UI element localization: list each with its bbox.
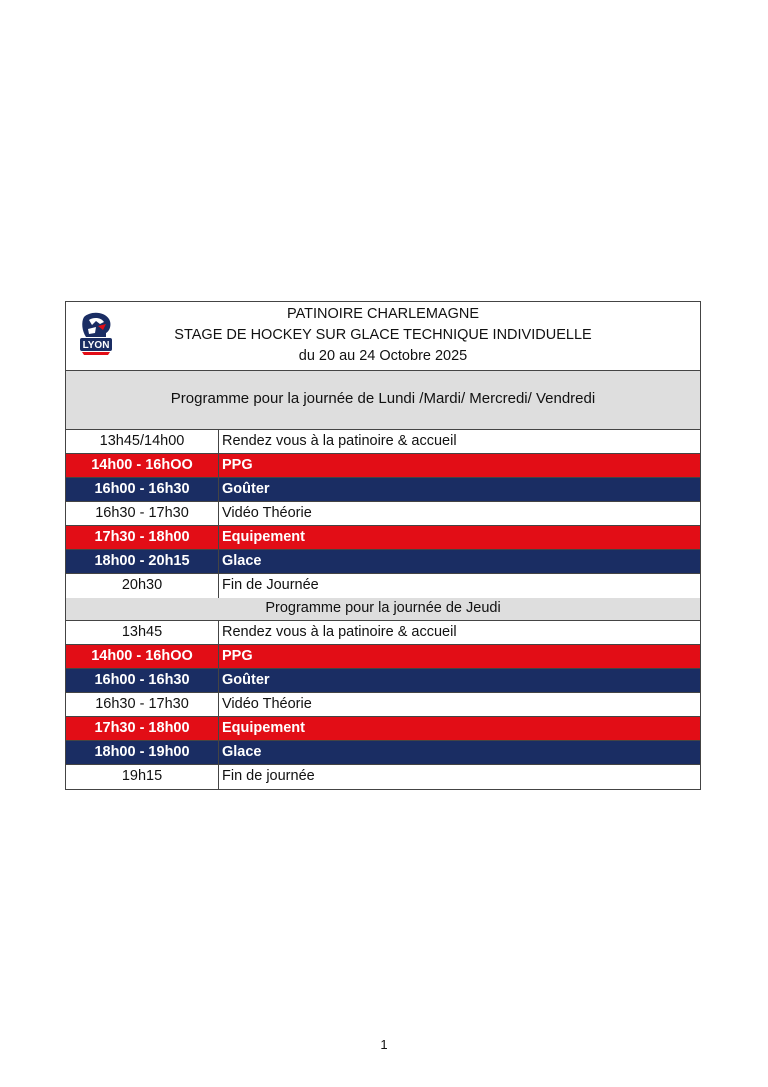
schedule-row	[66, 741, 700, 765]
schedule-activity: Glace	[222, 553, 262, 569]
schedule-time: 16h30 - 17h30	[66, 693, 219, 716]
schedule-activity: Equipement	[222, 529, 305, 545]
schedule-row	[66, 478, 700, 502]
schedule-activity: Rendez vous à la patinoire & accueil	[222, 624, 457, 640]
section-title-thursday: Programme pour la journée de Jeudi	[66, 598, 700, 621]
schedule-row	[66, 550, 700, 574]
schedule-row	[66, 693, 700, 717]
schedule-activity: Goûter	[222, 481, 270, 497]
schedule-activity: PPG	[222, 648, 253, 664]
schedule-row	[66, 645, 700, 669]
svg-text:LYON: LYON	[82, 340, 110, 351]
schedule-time: 13h45	[66, 621, 219, 644]
schedule-row	[66, 526, 700, 550]
schedule-time: 16h30 - 17h30	[66, 502, 219, 525]
schedule-time: 17h30 - 18h00	[66, 526, 219, 549]
lyon-hockey-logo	[76, 311, 116, 357]
schedule-row	[66, 454, 700, 478]
schedule-time: 20h30	[66, 574, 219, 598]
schedule-header	[66, 302, 700, 371]
schedule-time: 14h00 - 16hOO	[66, 454, 219, 477]
schedule-activity: Vidéo Théorie	[222, 696, 312, 712]
schedule-time: 16h00 - 16h30	[66, 669, 219, 692]
schedule-time: 18h00 - 19h00	[66, 741, 219, 764]
schedule-activity: Rendez vous à la patinoire & accueil	[222, 433, 457, 449]
schedule-time: 19h15	[66, 765, 219, 789]
schedule-activity: Glace	[222, 744, 262, 760]
schedule-time: 13h45/14h00	[66, 430, 219, 453]
schedule-row	[66, 430, 700, 454]
schedule-activity: Fin de Journée	[222, 577, 319, 593]
schedule-activity: Equipement	[222, 720, 305, 736]
camp-dates: du 20 au 24 Octobre 2025	[298, 348, 468, 364]
section-title-weekdays: Programme pour la journée de Lundi /Mardi/ Mercredi/ Vendredi	[66, 371, 700, 430]
schedule-row	[66, 669, 700, 693]
schedule-activity: Goûter	[222, 672, 270, 688]
schedule-time: 18h00 - 20h15	[66, 550, 219, 573]
schedule-activity: PPG	[222, 457, 253, 473]
schedule-activity: Vidéo Théorie	[222, 505, 312, 521]
schedule-row	[66, 717, 700, 741]
schedule-row	[66, 502, 700, 526]
schedule-section-weekdays	[66, 430, 700, 598]
schedule-time: 14h00 - 16hOO	[66, 645, 219, 668]
schedule-time: 17h30 - 18h00	[66, 717, 219, 740]
camp-title: STAGE DE HOCKEY SUR GLACE TECHNIQUE INDIVIDUELLE	[174, 327, 592, 343]
schedule-row	[66, 621, 700, 645]
schedule-row	[66, 765, 700, 789]
page-number: 1	[380, 1037, 388, 1052]
venue-title: PATINOIRE CHARLEMAGNE	[286, 306, 480, 322]
schedule-time: 16h00 - 16h30	[66, 478, 219, 501]
schedule-activity: Fin de journée	[222, 768, 315, 784]
schedule-row	[66, 574, 700, 598]
schedule-table	[65, 301, 701, 790]
schedule-section-thursday	[66, 621, 700, 789]
